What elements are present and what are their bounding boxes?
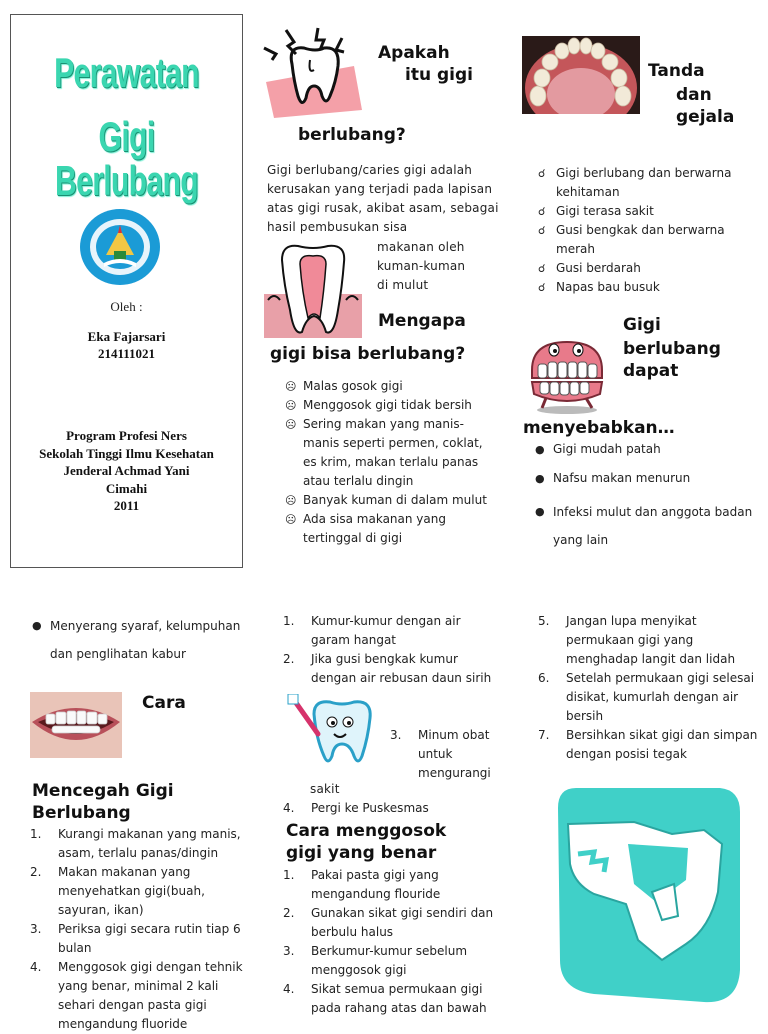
effects-heading-line3: dapat — [623, 361, 679, 381]
treat-item-3-continued: sakit — [310, 782, 340, 796]
list-item: 7. Bersihkan sikat gigi dan simpan dengan posisi tegak — [538, 728, 758, 761]
signs-heading-line1: Tanda — [648, 61, 705, 81]
bomb-icon: ● — [535, 472, 545, 485]
why-heading-part2: gigi bisa berlubang? — [270, 344, 466, 364]
sad-face-icon: ☹ — [285, 418, 297, 431]
smile-photo — [30, 692, 122, 758]
list-item: ☹ Malas gosok gigi — [285, 377, 497, 396]
list-item: 1. Kurangi makanan yang manis, asam, terlalu panas/dingin — [30, 827, 241, 860]
list-item: ☌ Gusi berdarah — [538, 259, 763, 278]
list-item: ☹ Ada sisa makanan yang tertinggal di gigi — [285, 512, 446, 545]
what-text-part1: Gigi berlubang/caries gigi adalah kerusakan yang terjadi pada lapisan atas gigi rusak, akibat asam, sebagai hasil pembusukan sisa — [267, 163, 499, 234]
author-name: Eka Fajarsari — [87, 329, 166, 344]
pointing-hand-icon: ☌ — [538, 281, 546, 294]
effects-heading-line1: Gigi — [623, 315, 661, 335]
list-item: ● Menyerang syaraf, kelumpuhan dan penglihatan kabur — [32, 612, 250, 668]
prevent-heading-part1: Cara — [142, 693, 186, 713]
bomb-icon: ● — [535, 505, 545, 518]
brush-list — [283, 866, 499, 1018]
inst-line-1: Program Profesi Ners — [66, 428, 187, 443]
prevent-heading-part2: Mencegah Gigi Berlubang — [32, 781, 174, 823]
why-heading-part1: Mengapa — [378, 311, 466, 331]
sad-face-icon: ☹ — [285, 380, 297, 393]
signs-list — [538, 164, 763, 297]
list-item: 2. Jika gusi bengkak kumur dengan air rebusan daun sirih — [283, 652, 492, 685]
cover-title-line1: Perawatan — [54, 49, 199, 96]
list-item: 4. Pergi ke Puskesmas — [283, 801, 429, 815]
list-item: ● Infeksi mulut dan anggota badan yang lain — [535, 498, 765, 554]
tooth-brush-clipart — [284, 694, 380, 774]
list-item: 1. Kumur-kumur dengan air garam hangat — [283, 614, 461, 647]
list-item: ☹ Menggosok gigi tidak bersih — [285, 396, 497, 415]
sad-face-icon: ☹ — [285, 494, 297, 507]
inst-line-4: Cimahi — [105, 480, 148, 496]
why-list — [285, 377, 497, 548]
college-logo — [78, 207, 162, 287]
tooth-cross-section-icon — [264, 240, 362, 338]
list-item: ● Gigi mudah patah — [535, 440, 765, 459]
list-item: ● Nafsu makan menurun — [535, 469, 765, 488]
bomb-icon: ● — [535, 443, 545, 456]
brush-heading: Cara menggosok gigi yang benar — [286, 821, 447, 863]
sad-face-icon: ☹ — [285, 399, 297, 412]
pointing-hand-icon: ☌ — [538, 205, 546, 218]
what-heading-part2: itu gigi — [405, 65, 473, 85]
pointing-hand-icon: ☌ — [538, 262, 546, 275]
year: 2011 — [113, 498, 140, 513]
cover-title-line2: Gigi Berlubang — [54, 113, 199, 204]
effects-heading-line2: berlubang — [623, 339, 721, 359]
cover-panel — [10, 14, 243, 568]
pointing-hand-icon: ☌ — [538, 224, 546, 237]
list-item: 3. Berkumur-kumur sebelum menggosok gigi — [283, 944, 468, 977]
signs-heading-line2: dan — [676, 85, 712, 105]
toothache-clipart — [258, 26, 370, 118]
what-heading-part1: Apakah — [378, 43, 450, 63]
list-item: ☌ Napas bau busuk — [538, 278, 763, 297]
list-item: 6. Setelah permukaan gigi selesai disikat, kumurlah dengan air bersih — [538, 671, 755, 723]
prevent-list — [30, 825, 248, 1034]
effects-heading-line4: menyebabkan… — [523, 418, 675, 438]
list-item: ☹ Banyak kuman di dalam mulut — [285, 491, 497, 510]
institution-block — [11, 427, 242, 515]
teeth-photo — [522, 36, 640, 114]
sad-face-icon: ☹ — [285, 513, 297, 526]
effects-list-continued — [32, 612, 250, 668]
list-item: 3. Periksa gigi secara rutin tiap 6 bulan — [30, 922, 241, 955]
treat-list-3 — [390, 726, 498, 783]
what-text-part2: makanan oleh kuman-kuman di mulut — [377, 240, 466, 292]
list-item: ☌ Gusi bengkak dan berwarna merah — [538, 223, 725, 256]
list-item: 4. Menggosok gigi dengan tehnik yang benar, minimal 2 kali sehari dengan pasta gigi mengandung fluoride — [30, 960, 243, 1031]
brush-list-continued — [538, 612, 766, 764]
list-item: ☹ Sering makan yang manis-manis seperti permen, coklat, es krim, makan terlalu panas atau terlalu dingin — [285, 417, 483, 488]
inst-line-2: Sekolah Tinggi Ilmu Kesehatan — [39, 445, 214, 461]
by-label: Oleh : — [110, 299, 143, 314]
bomb-icon: ● — [32, 619, 42, 632]
pointing-hand-icon: ☌ — [538, 167, 546, 180]
list-item: ☌ Gigi terasa sakit — [538, 202, 763, 221]
student-id: 214111021 — [97, 346, 156, 361]
list-item: 2. Makan makanan yang menyehatkan gigi(buah, sayuran, ikan) — [30, 865, 205, 917]
list-item: 3. Minum obat untuk mengurangi — [390, 728, 491, 780]
dentures-clipart — [522, 332, 612, 414]
signs-heading-line3: gejala — [676, 107, 735, 127]
list-item: 5. Jangan lupa menyikat permukaan gigi yang menghadap langit dan lidah — [538, 614, 736, 666]
list-item: 1. Pakai pasta gigi yang mengandung flouride — [283, 868, 441, 901]
inst-line-3: Jenderal Achmad Yani — [63, 463, 190, 478]
list-item: ☌ Gigi berlubang dan berwarna kehitaman — [538, 166, 732, 199]
list-item: 4. Sikat semua permukaan gigi pada rahang atas dan bawah — [283, 982, 487, 1015]
treat-list — [283, 612, 499, 688]
toothbrush-clipart — [554, 784, 742, 1006]
treat-list-4 — [283, 799, 499, 818]
list-item: 2. Gunakan sikat gigi sendiri dan berbulu halus — [283, 906, 494, 939]
effects-list — [535, 440, 765, 554]
what-heading-part3: berlubang? — [298, 125, 406, 145]
